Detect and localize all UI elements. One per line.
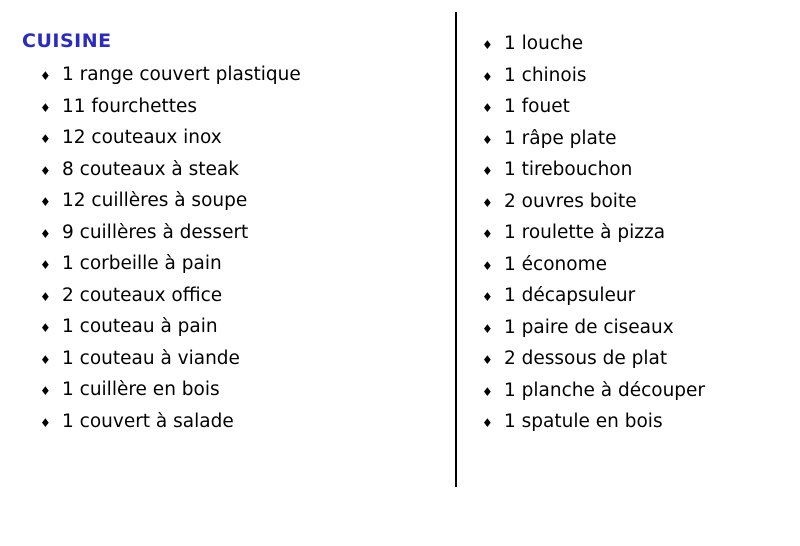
list-item-label: 1 chinois (504, 64, 587, 86)
list-item (40, 253, 440, 285)
diamond-bullet-icon: ♦ (40, 69, 51, 83)
list-item (40, 285, 440, 317)
kitchen-items-left-list (40, 64, 440, 442)
list-item (482, 128, 782, 160)
list-item (482, 317, 782, 349)
list-item (482, 33, 782, 65)
list-item-label: 1 cuillère en bois (62, 379, 220, 400)
list-item (40, 127, 440, 159)
list-item (40, 379, 440, 411)
list-item-label: 11 fourchettes (62, 95, 197, 117)
diamond-bullet-icon: ♦ (482, 132, 493, 147)
list-item-label: 2 dessous de plat (504, 348, 668, 369)
list-item-label: 1 couvert à salade (62, 410, 234, 432)
diamond-bullet-icon: ♦ (40, 289, 51, 304)
diamond-bullet-icon: ♦ (482, 227, 493, 241)
list-item (482, 159, 782, 191)
list-item-label: 1 tirebouchon (504, 159, 633, 180)
list-item (40, 316, 440, 348)
list-item (482, 191, 782, 223)
diamond-bullet-icon: ♦ (482, 321, 493, 336)
list-item-label: 1 range couvert plastique (62, 64, 301, 85)
list-item-label: 1 couteau à viande (62, 347, 240, 369)
diamond-bullet-icon: ♦ (482, 353, 493, 367)
diamond-bullet-icon: ♦ (482, 290, 493, 304)
diamond-bullet-icon: ♦ (482, 69, 493, 84)
list-item-label: 1 paire de ciseaux (504, 316, 674, 338)
list-item (482, 254, 782, 286)
list-item (482, 65, 782, 97)
diamond-bullet-icon: ♦ (482, 38, 493, 52)
list-item (40, 96, 440, 128)
list-item (40, 411, 440, 443)
list-item-label: 12 couteaux inox (62, 127, 222, 148)
diamond-bullet-icon: ♦ (40, 100, 51, 115)
diamond-bullet-icon: ♦ (40, 163, 51, 178)
list-item-label: 1 râpe plate (504, 127, 617, 149)
column-divider (455, 12, 457, 487)
list-item (482, 96, 782, 128)
diamond-bullet-icon: ♦ (482, 416, 493, 430)
kitchen-items-right-list (482, 33, 782, 443)
list-item (40, 64, 440, 96)
page-title: CUISINE (22, 30, 112, 52)
list-item-label: 1 louche (504, 33, 584, 54)
diamond-bullet-icon: ♦ (482, 164, 493, 178)
list-item (482, 222, 782, 254)
list-item (482, 380, 782, 412)
list-item (40, 159, 440, 191)
diamond-bullet-icon: ♦ (40, 384, 51, 398)
list-item-label: 12 cuillères à soupe (62, 190, 248, 211)
list-item (40, 222, 440, 254)
list-item-label: 2 ouvres boite (504, 190, 637, 212)
list-item (482, 411, 782, 443)
list-item-label: 2 couteaux office (62, 284, 223, 306)
diamond-bullet-icon: ♦ (482, 258, 493, 273)
list-item (482, 348, 782, 380)
list-item-label: 1 corbeille à pain (62, 253, 222, 274)
diamond-bullet-icon: ♦ (40, 226, 51, 241)
list-item (482, 285, 782, 317)
diamond-bullet-icon: ♦ (40, 352, 51, 367)
list-item-label: 8 couteaux à steak (62, 158, 239, 180)
diamond-bullet-icon: ♦ (40, 132, 51, 146)
list-item-label: 1 économe (504, 253, 607, 275)
list-item-label: 1 décapsuleur (504, 285, 636, 306)
list-item-label: 9 cuillères à dessert (62, 221, 249, 243)
diamond-bullet-icon: ♦ (482, 384, 493, 399)
diamond-bullet-icon: ♦ (40, 195, 51, 209)
list-item-label: 1 planche à découper (504, 379, 706, 401)
list-item (40, 348, 440, 380)
list-item-label: 1 fouet (504, 96, 570, 117)
diamond-bullet-icon: ♦ (40, 321, 51, 335)
diamond-bullet-icon: ♦ (482, 101, 493, 115)
list-item-label: 1 roulette à pizza (504, 222, 666, 243)
list-item-label: 1 spatule en bois (504, 411, 663, 432)
list-item-label: 1 couteau à pain (62, 316, 218, 337)
diamond-bullet-icon: ♦ (482, 195, 493, 210)
list-item (40, 190, 440, 222)
diamond-bullet-icon: ♦ (40, 258, 51, 272)
diamond-bullet-icon: ♦ (40, 415, 51, 430)
